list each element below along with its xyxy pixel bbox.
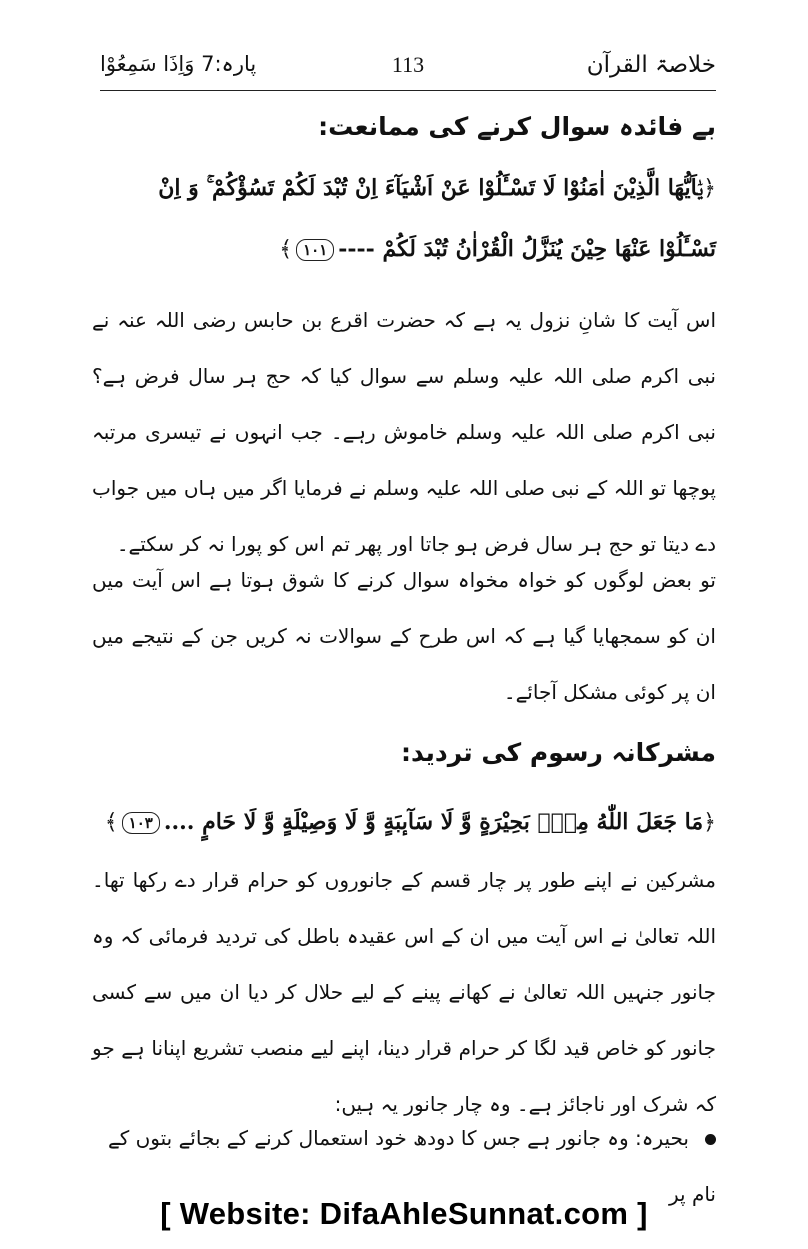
para-label: پارہ:7 وَاِذَا سَمِعُوْا (100, 52, 257, 76)
page-header (100, 48, 716, 88)
quran-verse-1 (92, 158, 716, 280)
page-number: 113 (391, 52, 425, 77)
section-heading-1: بے فائدہ سوال کرنے کی ممانعت: (318, 112, 716, 141)
list-item-text: بحیرہ: وہ جانور ہے جس کا دودھ خود استعمال کرنے کے بجائے بتوں کے نام پر (108, 1126, 716, 1206)
verse-open-bracket: ﴿ (703, 176, 716, 201)
verse-number-ornament: ١٠٣ (122, 812, 160, 834)
verse-line-2-text: تَسْـَٔلُوْا عَنْهَا حِیْنَ یُنَزَّلُ الْقُرْاٰنُ تُبْدَ لَكُمْ ---- (338, 236, 716, 262)
book-title: خلاصۃ القرآن (586, 52, 716, 78)
verse-line-1-text: یٰۤاَیُّهَا الَّذِیْنَ اٰمَنُوْا لَا تَسْـَٔلُوْا عَنْ اَشْیَآءَ اِنْ تُبْدَ لَكُمْ تَسُؤْكُمْ ۚ وَ اِنْ (158, 175, 704, 201)
verse-open-bracket: ﴿ (703, 810, 716, 835)
paragraph-lesson: تو بعض لوگوں کو خواہ مخواہ سوال کرنے کا شوق ہوتا ہے اس آیت میں ان کو سمجھایا گیا ہے کہ اس طرح کے سوالات نہ کریں جن کے نتیجے میں ان پر کوئی مشکل آجائے۔ (92, 568, 716, 704)
verse-line-2 (92, 219, 716, 280)
paragraph-revelation-context: اس آیت کا شانِ نزول یہ ہے کہ حضرت اقرع بن حابس رضی اللہ عنہ نے نبی اکرم صلی اللہ علیہ وسلم سے سوال کیا کہ حج ہر سال فرض ہے؟ نبی اکرم صلی اللہ علیہ وسلم خاموش رہے۔ جب انہوں نے تیسری مرتبہ پوچھا تو اللہ کے نبی صلی اللہ علیہ وسلم نے فرمایا اگر میں ہاں میں جواب دے دیتا تو حج ہر سال فرض ہو جاتا اور پھر تم اس کو پورا نہ کر سکتے۔ (92, 308, 716, 556)
verse-close-bracket: ﴾ (279, 237, 293, 262)
website-footer: [ Website: DifaAhleSunnat.com ] (160, 1196, 648, 1231)
header-divider (100, 90, 716, 91)
verse-number-ornament: ١٠١ (296, 239, 334, 261)
verse-close-bracket: ﴾ (104, 810, 118, 835)
quran-verse-2 (92, 792, 716, 853)
section-heading-2: مشرکانہ رسوم کی تردید: (401, 738, 716, 767)
verse-line-1 (92, 158, 716, 219)
verse-2-text: مَا جَعَلَ اللّٰهُ مِنْۢ بَحِیْرَةٍ وَّ لَا سَآىٕبَةٍ وَّ لَا وَصِیْلَةٍ وَّ لَا حَامٍ .... (163, 809, 704, 835)
bullet-icon (705, 1134, 716, 1145)
paragraph-polytheist-customs: مشرکین نے اپنے طور پر چار قسم کے جانوروں کو حرام قرار دے رکھا تھا۔ اللہ تعالیٰ نے اس آیت میں ان کے اس عقیدہ باطل کی تردید فرمائی کہ وہ جانور جنہیں اللہ تعالیٰ نے کھانے پینے کے لیے حلال کر دیا ان میں سے کسی جانور کو خاص قید لگا کر حرام قرار دینا، اپنے لیے منصب تشریع اپنانا ہے جو کہ شرک اور ناجائز ہے۔ وہ چار جانور یہ ہیں: (92, 868, 716, 1116)
